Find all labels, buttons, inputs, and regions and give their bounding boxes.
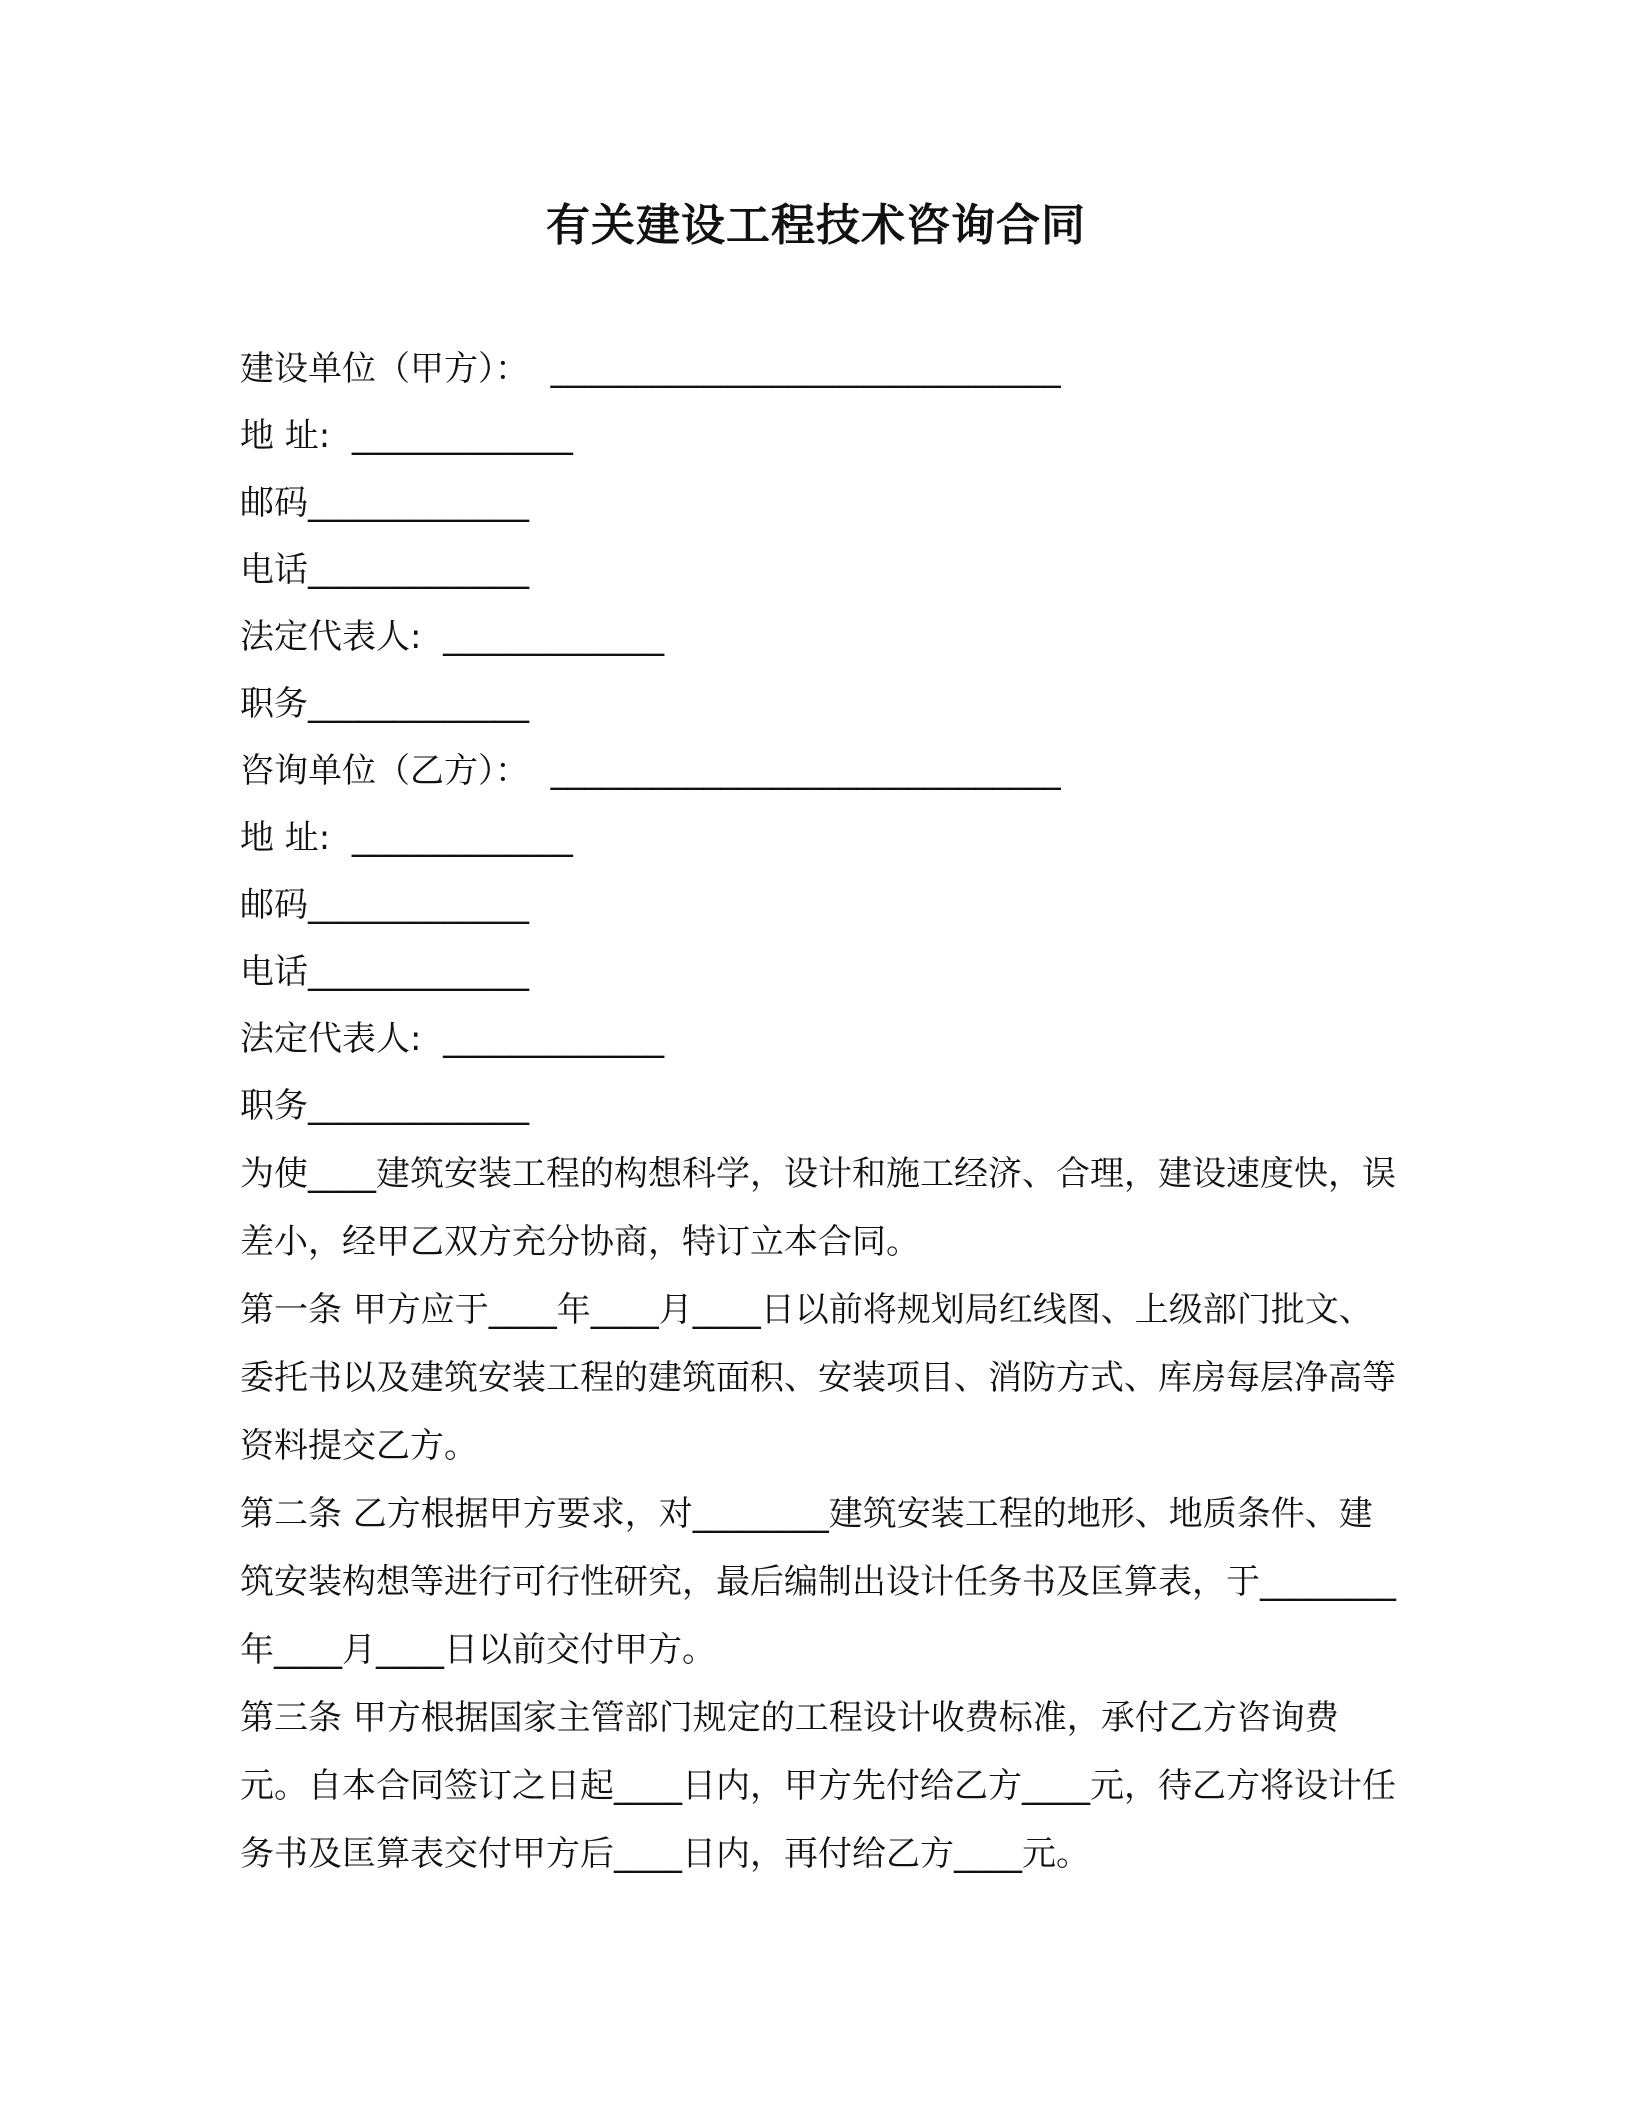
party-b-unit-field: 咨询单位（乙方）： ______________________________ — [240, 751, 1061, 791]
article-2-paragraph: 第二条 乙方根据甲方要求，对________建筑安装工程的地形、地质条件、建筑安装构想等进行可行性研究，最后编制出设计任务书及匡算表，于________年____月____日以前交付甲方。 — [240, 1494, 1396, 1670]
document-body — [240, 336, 1400, 1888]
party-a-address-field: 地 址: _____________ — [240, 416, 573, 456]
party-a-legal-rep-field: 法定代表人: _____________ — [240, 617, 665, 657]
party-a-phone-field: 电话_____________ — [240, 550, 529, 590]
party-b-postcode-field: 邮码_____________ — [240, 885, 529, 925]
party-a-unit-field: 建设单位（甲方）： ______________________________ — [240, 349, 1061, 389]
document-title: 有关建设工程技术咨询合同 — [546, 200, 1086, 251]
intro-paragraph: 为使____建筑安装工程的构想科学，设计和施工经济、合理，建设速度快，误差小，经甲乙双方充分协商，特订立本合同。 — [240, 1154, 1396, 1262]
party-b-legal-rep-field: 法定代表人: _____________ — [240, 1019, 665, 1059]
party-a-postcode-field: 邮码_____________ — [240, 483, 529, 523]
party-a-position-field: 职务_____________ — [240, 684, 529, 724]
article-1-paragraph: 第一条 甲方应于____年____月____日以前将规划局红线图、上级部门批文、委托书以及建筑安装工程的建筑面积、安装项目、消防方式、库房每层净高等资料提交乙方。 — [240, 1290, 1396, 1466]
party-b-address-field: 地 址: _____________ — [240, 818, 573, 858]
article-3-paragraph: 第三条 甲方根据国家主管部门规定的工程设计收费标准，承付乙方咨询费 元。自本合同签订之日起____日内，甲方先付给乙方____元，待乙方将设计任务书及匡算表交付甲方后____日内，再付给乙方____元。 — [240, 1698, 1396, 1874]
party-b-phone-field: 电话_____________ — [240, 952, 529, 992]
party-b-position-field: 职务_____________ — [240, 1086, 529, 1126]
